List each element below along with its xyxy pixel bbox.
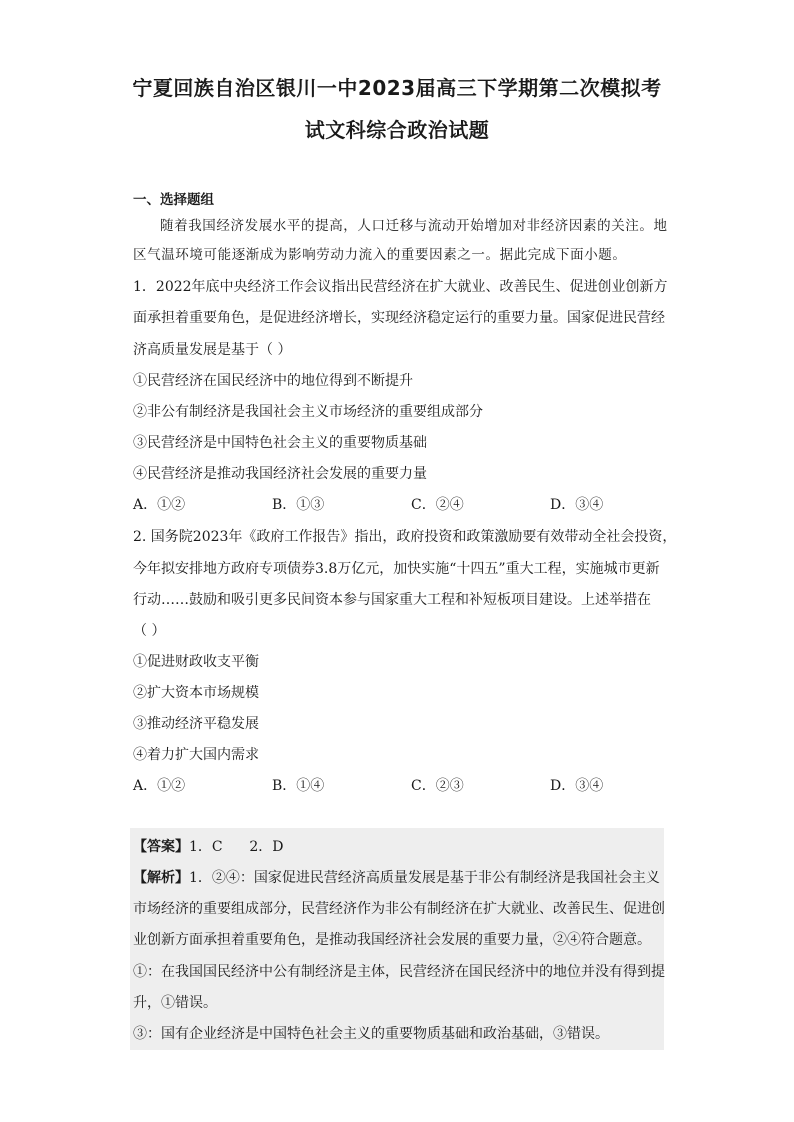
q1-option-d: D．③④ [550, 497, 604, 513]
q1-item-4: ④民营经济是推动我国经济社会发展的重要力量 [133, 466, 427, 482]
q2-stem-line-3: 行动……鼓励和吸引更多民间资本参与国家重大工程和补短板项目建设。上述举措在 [133, 592, 651, 608]
q1-stem-line-2: 面承担着重要角色，是促进经济增长，实现经济稳定运行的重要力量。国家促进民营经 [133, 310, 665, 326]
q2-option-a: A．①② [133, 778, 186, 794]
q2-option-c: C．②③ [411, 778, 464, 794]
answer-label: 【答案】 [133, 839, 189, 855]
q1-stem-line-3: 济高质量发展是基于（ ） [133, 342, 292, 358]
analysis-line-2: 市场经济的重要组成部分，民营经济作为非公有制经济在扩大就业、改善民生、促进创 [133, 901, 665, 917]
analysis-line-4: ①：在我国国民经济中公有制经济是主体，民营经济在国民经济中的地位并没有得到提 [133, 964, 665, 980]
q1-item-2: ②非公有制经济是我国社会主义市场经济的重要组成部分 [133, 404, 483, 420]
analysis-label: 【解析】 [133, 870, 189, 886]
q2-option-d: D．③④ [550, 778, 604, 794]
q2-item-3: ③推动经济平稳发展 [133, 716, 259, 732]
answer-text: 1．C 2．D [189, 839, 284, 855]
analysis-line-6: ③：国有企业经济是中国特色社会主义的重要物质基础和政治基础，③错误。 [133, 1026, 609, 1042]
section-heading: 一、选择题组 [133, 192, 214, 208]
analysis-line-5: 升，①错误。 [133, 995, 217, 1011]
q2-stem-line-2: 今年拟安排地方政府专项债券3.8万亿元，加快实施“十四五”重大工程，实施城市更新 [133, 561, 660, 577]
analysis-text-1: 1．②④：国家促进民营经济高质量发展是基于非公有制经济是我国社会主义 [189, 870, 660, 886]
analysis-line-1 [133, 867, 660, 887]
document-title-line-1: 宁夏回族自治区银川一中2023届高三下学期第二次模拟考 [132, 76, 662, 100]
q1-option-b: B．①③ [272, 497, 325, 513]
intro-line-1: 随着我国经济发展水平的提高，人口迁移与流动开始增加对非经济因素的关注。地 [160, 218, 668, 234]
q2-stem-line-1: 2. 国务院2023年《政府工作报告》指出，政府投资和政策激励要有效带动全社会投资， [133, 529, 677, 545]
q1-option-a: A．①② [133, 497, 186, 513]
intro-line-2: 区气温环境可能逐渐成为影响劳动力流入的重要因素之一。据此完成下面小题。 [133, 247, 627, 263]
analysis-line-3: 业创新方面承担着重要角色，是推动我国经济社会发展的重要力量，②④符合题意。 [133, 932, 651, 948]
q1-option-c: C．②④ [411, 497, 464, 513]
q1-item-3: ③民营经济是中国特色社会主义的重要物质基础 [133, 435, 427, 451]
answer-line [133, 836, 283, 856]
q2-stem-line-4: （ ） [133, 623, 166, 639]
q1-item-1: ①民营经济在国民经济中的地位得到不断提升 [133, 373, 413, 389]
q2-item-1: ①促进财政收支平衡 [133, 654, 259, 670]
q2-item-2: ②扩大资本市场规模 [133, 685, 259, 701]
q2-item-4: ④着力扩大国内需求 [133, 747, 259, 763]
document-title-line-2: 试文科综合政治试题 [304, 118, 490, 142]
q2-option-b: B．①④ [272, 778, 325, 794]
q1-stem-line-1: 1．2022年底中央经济工作会议指出民营经济在扩大就业、改善民生、促进创业创新方 [133, 279, 668, 295]
